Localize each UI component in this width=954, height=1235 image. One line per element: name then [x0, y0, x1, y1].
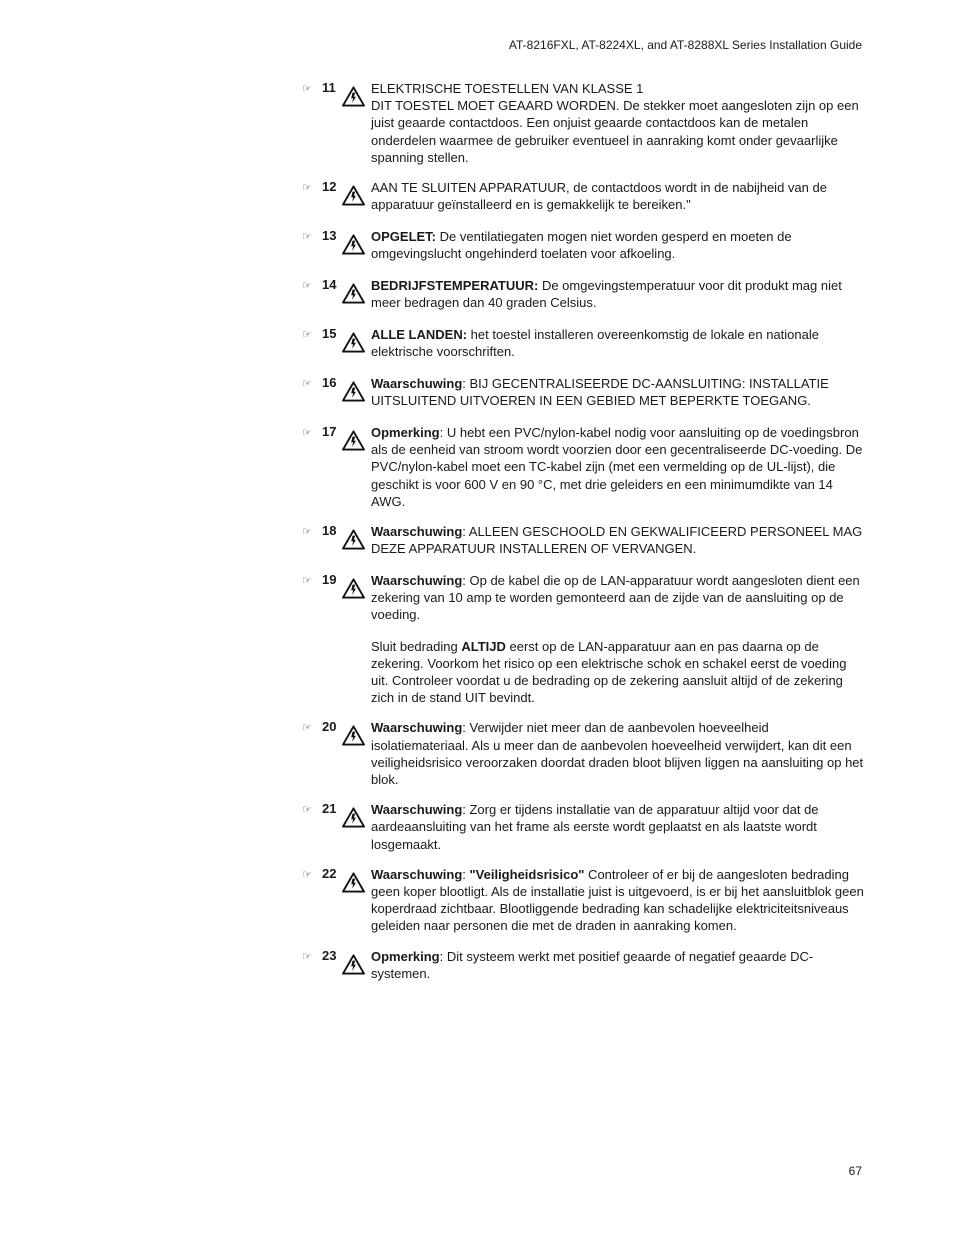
item-number: 13	[322, 228, 337, 244]
text-run: : Verwijder niet meer dan de aanbevolen hoeveelheid isolatiemateriaal. Als u meer dan de aanbevolen hoeveelheid verwijdert, kan dit een veiligheidsrisico veroorzaken doordat draden bloot blijven liggen na aansluiting op het blok.	[371, 720, 864, 788]
item-number: 14	[322, 277, 337, 293]
warning-item	[302, 948, 866, 984]
text-run: : Zorg er tijdens installatie van de apparatuur altijd voor dat de aardeaansluiting van het frame als eerste wordt geplaatst en als laatste wordt losgemaakt.	[371, 802, 819, 852]
text-run: het toestel installeren overeenkomstig de lokale en nationale elektrische voorschriften.	[371, 327, 819, 360]
electrical-hazard-warning-icon	[342, 807, 365, 828]
text-run: eerst op de LAN-apparatuur aan en pas daarna op de zekering. Voorkom het risico op een elektrische schok en schakel eerst de voeding uit. Controleer voordat u de bedrading op de zekering aansluit altijd of de zekering zich in de stand UIT bevindt.	[371, 638, 847, 706]
text-run: De ventilatiegaten mogen niet worden gesperd en moeten de omgevingslucht ongehinderd toelaten voor afkoeling.	[371, 229, 792, 262]
item-number: 11	[322, 80, 336, 95]
text-run: AAN TE SLUITEN APPARATUUR, de contactdoos wordt in de nabijheid van de apparatuur geïnstalleerd en is gemakkelijk te bereiken."	[371, 180, 827, 213]
bold-run: Waarschuwing	[371, 802, 463, 818]
text-run: ELEKTRISCHE TOESTELLEN VAN KLASSE 1	[371, 81, 644, 96]
bold-run: Waarschuwing	[371, 573, 463, 589]
item-paragraph	[371, 326, 866, 360]
pointing-hand-icon: ☞	[302, 868, 311, 881]
text-run: : Op de kabel die op de LAN-apparatuur wordt aangesloten dient een zekering van 10 amp te worden gemonteerd aan de zijde van de aansluiting op de voeding.	[371, 573, 860, 623]
item-text	[371, 80, 866, 166]
item-number: 20	[322, 719, 337, 735]
warning-item	[302, 866, 866, 935]
warning-item	[302, 326, 866, 362]
bold-run: Opmerking	[371, 948, 440, 964]
warning-item	[302, 179, 866, 215]
item-text	[371, 948, 866, 982]
bold-run: Waarschuwing	[371, 524, 463, 540]
item-number: 19	[322, 572, 337, 588]
item-paragraph	[371, 424, 866, 510]
page-number: 67	[848, 1164, 862, 1178]
electrical-hazard-warning-icon	[342, 86, 365, 107]
warning-item	[302, 719, 866, 788]
item-text	[371, 523, 866, 557]
item-number: 18	[322, 523, 337, 539]
electrical-hazard-warning-icon	[342, 381, 365, 402]
warning-item	[302, 523, 866, 559]
pointing-hand-icon: ☞	[302, 526, 311, 539]
text-run: Controleer of er bij de aangesloten bedrading geen koper blootligt. Als de installatie juist is uitgevoerd, is er bij het aansluitblok geen koperdraad zichtbaar. Blootliggende bedrading kan schadelijke elektriciteitsniveaus geleiden naar personen die met de draden in aanraking komen.	[371, 866, 864, 934]
item-number: 17	[322, 424, 337, 440]
electrical-hazard-warning-icon	[342, 185, 365, 206]
pointing-hand-icon: ☞	[302, 329, 311, 342]
pointing-hand-icon: ☞	[302, 575, 311, 588]
pointing-hand-icon: ☞	[302, 378, 311, 391]
warning-item	[302, 572, 866, 706]
text-run: De omgevingstemperatuur voor dit produkt mag niet meer bedragen dan 40 graden Celsius.	[371, 278, 842, 311]
bold-run: Waarschuwing	[371, 720, 463, 736]
warning-item	[302, 424, 866, 510]
warning-item	[302, 801, 866, 853]
warning-item	[302, 277, 866, 313]
item-text	[371, 228, 866, 262]
item-number: 15	[322, 326, 337, 342]
bold-run: OPGELET:	[371, 229, 437, 245]
warnings-list	[302, 80, 866, 997]
text-run: : U hebt een PVC/nylon-kabel nodig voor aansluiting op de voedingsbron als de eenheid van stroom wordt voorzien door een gecentraliseerde DC-voeding. De PVC/nylon-kabel moet een TC-kabel zijn (met een vermelding op de UL-lijst), die geschikt is voor 600 V en 90 °C, met drie geleiders en een minimumdikte van 14 AWG.	[371, 425, 863, 509]
item-text	[371, 424, 866, 510]
item-text	[371, 179, 866, 213]
item-number: 16	[322, 375, 337, 391]
pointing-hand-icon: ☞	[302, 231, 311, 244]
bold-run: ALTIJD	[461, 638, 506, 654]
electrical-hazard-warning-icon	[342, 954, 365, 975]
warning-item	[302, 80, 866, 166]
electrical-hazard-warning-icon	[342, 234, 365, 255]
item-paragraph	[371, 80, 866, 166]
pointing-hand-icon: ☞	[302, 427, 311, 440]
warning-item	[302, 228, 866, 264]
item-paragraph	[371, 801, 866, 853]
item-number: 22	[322, 865, 337, 881]
item-text	[371, 866, 866, 935]
pointing-hand-icon: ☞	[302, 722, 311, 735]
item-paragraph	[371, 277, 866, 311]
item-paragraph	[371, 572, 866, 624]
bold-run: Waarschuwing	[371, 376, 463, 392]
pointing-hand-icon: ☞	[302, 83, 311, 95]
bold-run: "Veiligheidsrisico"	[469, 866, 585, 882]
electrical-hazard-warning-icon	[342, 872, 365, 893]
bold-run: ALLE LANDEN:	[371, 327, 468, 343]
electrical-hazard-warning-icon	[342, 578, 365, 599]
electrical-hazard-warning-icon	[342, 332, 365, 353]
electrical-hazard-warning-icon	[342, 430, 365, 451]
text-run: :	[462, 866, 470, 882]
pointing-hand-icon: ☞	[302, 804, 311, 817]
bold-run: Opmerking	[371, 425, 440, 441]
item-paragraph	[371, 523, 866, 557]
item-paragraph	[371, 179, 866, 213]
item-paragraph	[371, 375, 866, 409]
electrical-hazard-warning-icon	[342, 529, 365, 550]
electrical-hazard-warning-icon	[342, 283, 365, 304]
pointing-hand-icon: ☞	[302, 182, 311, 195]
text-run: : Dit systeem werkt met positief geaarde of negatief geaarde DC-systemen.	[371, 948, 814, 981]
item-text	[371, 326, 866, 360]
bold-run: Waarschuwing	[371, 866, 463, 882]
text-run: DIT TOESTEL MOET GEAARD WORDEN. De stekker moet aangesloten zijn op een juist geaarde contactdoos. Een onjuist geaarde contactdoos kan de metalen onderdelen waarmee de gebruiker eventueel in aanraking komt onder gevaarlijke spanning stellen.	[371, 98, 859, 165]
item-text	[371, 801, 866, 853]
item-text	[371, 572, 866, 706]
item-text	[371, 719, 866, 788]
running-header: AT-8216FXL, AT-8224XL, and AT-8288XL Series Installation Guide	[508, 38, 862, 52]
item-paragraph	[371, 719, 866, 788]
item-paragraph	[371, 228, 866, 262]
item-paragraph	[371, 638, 866, 707]
text-run: Sluit bedrading	[371, 638, 462, 654]
pointing-hand-icon: ☞	[302, 280, 311, 293]
item-text	[371, 277, 866, 311]
item-number: 21	[322, 801, 337, 817]
text-run: : ALLEEN GESCHOOLD EN GEKWALIFICEERD PERSONEEL MAG DEZE APPARATUUR INSTALLEREN OF VERVANGEN.	[371, 524, 863, 557]
warning-item	[302, 375, 866, 411]
item-paragraph	[371, 948, 866, 982]
item-number: 23	[322, 947, 337, 963]
bold-run: BEDRIJFSTEMPERATUUR:	[371, 278, 539, 294]
electrical-hazard-warning-icon	[342, 725, 365, 746]
pointing-hand-icon: ☞	[302, 950, 311, 963]
item-text	[371, 375, 866, 409]
item-number: 12	[322, 179, 337, 195]
item-paragraph	[371, 866, 866, 935]
text-run: : BIJ GECENTRALISEERDE DC-AANSLUITING: INSTALLATIE UITSLUITEND UITVOEREN IN EEN GEBIED MET BEPERKTE TOEGANG.	[371, 376, 829, 409]
